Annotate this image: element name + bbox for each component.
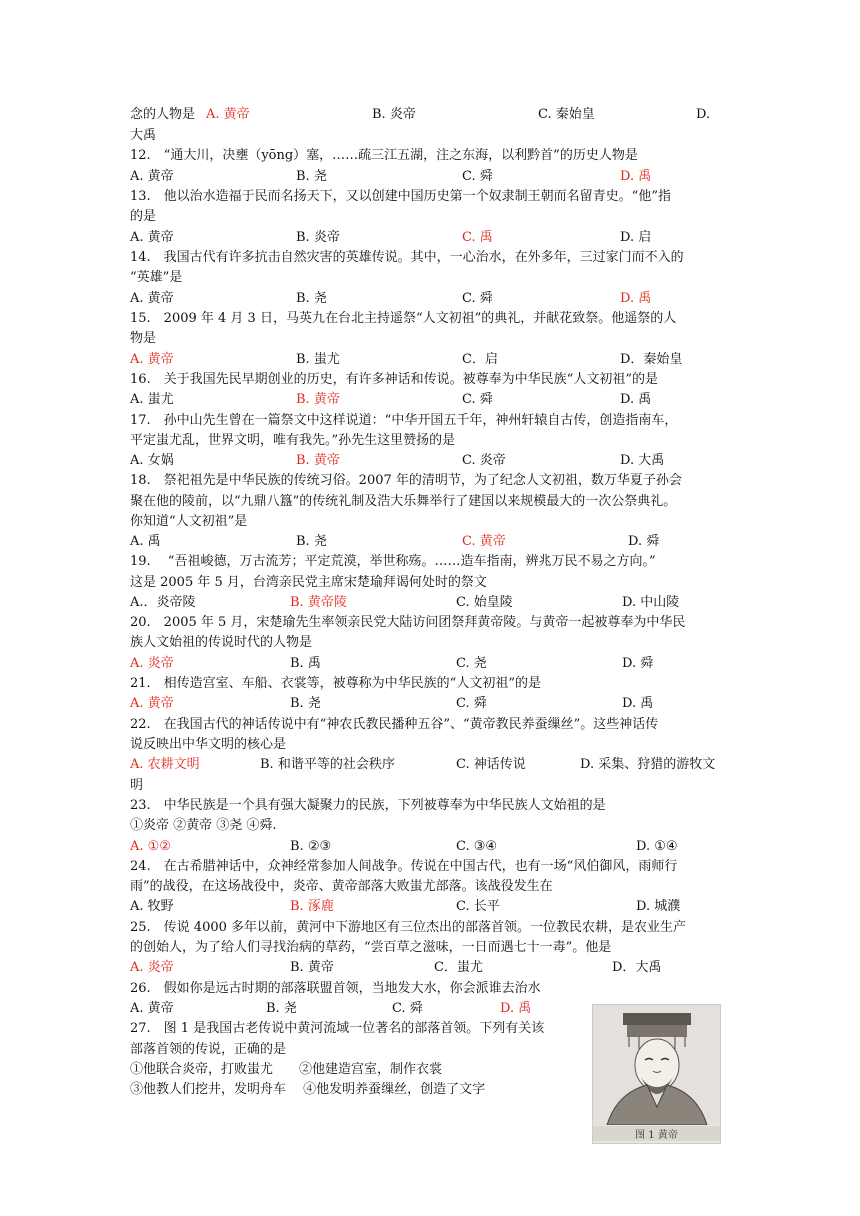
option-c: C．启 (462, 352, 498, 367)
question-23: 23. 中华民族是一个具有强大凝聚力的民族，下列被尊奉为中华民族人文始祖的是 (130, 798, 606, 813)
option-a: A. 牧野 (130, 899, 174, 914)
option-d: D. 启 (620, 230, 652, 245)
option-c: C. 舜 (462, 169, 493, 184)
option-c: C. ③④ (456, 839, 498, 854)
question-27-items: ③他教人们挖井，发明舟车 ④他发明养蚕缫丝，创造了文字 (130, 1082, 486, 1097)
option-d: D. 舜 (622, 656, 654, 671)
option-c: C. 始皇陵 (456, 595, 513, 610)
question-14: 14. 我国古代有许多抗击自然灾害的英雄传说。其中，一心治水，在外多年，三过家门而不入的 (130, 250, 684, 265)
option-a-answer: A. 农耕文明 (130, 757, 200, 772)
question-14-cont: “英雄”是 (130, 270, 183, 285)
option-c: C．蚩尤 (434, 960, 483, 975)
question-12: 12. “通大川，决壅（yōng）塞，……疏三江五湖，注之东海，以利黔首”的历史人物是 (130, 148, 638, 163)
emperor-portrait-icon (593, 1005, 720, 1125)
option-c: C. 秦始皇 (538, 107, 595, 122)
option-a-answer: A. 黄帝 (130, 696, 174, 711)
option-d: D. ①④ (636, 839, 678, 854)
question-17: 17. 孙中山先生曾在一篇祭文中这样说道：“中华开国五千年，神州轩辕自古传，创造指南车， (130, 413, 678, 428)
option-b: B. 尧 (296, 534, 327, 549)
option-d: D. 大禹 (620, 453, 665, 468)
option-d-answer: D. 禹 (620, 169, 652, 184)
option-d: D. (696, 107, 711, 122)
question-15-cont: 物是 (130, 331, 157, 346)
question-13: 13. 他以治水造福于民而名扬天下，又以创建中国历史第一个奴隶制王朝而名留青史。“他”指 (130, 189, 671, 204)
option-a-answer: A. 黄帝 (130, 352, 174, 367)
option-c: C. 神话传说 (456, 757, 526, 772)
option-a: A. 黄帝 (130, 1001, 174, 1016)
option-d: D. 城濮 (636, 899, 681, 914)
option-c-answer: C. 黄帝 (462, 534, 506, 549)
question-27-items: ①他联合炎帝，打败蚩尤 ②他建造宫室，制作衣裳 (130, 1062, 443, 1077)
option-d-answer: D. 禹 (620, 291, 652, 306)
option-c: C. 炎帝 (462, 453, 506, 468)
option-d: D. 采集、狩猎的游牧文 (580, 757, 716, 772)
option-d: D．秦始皇 (620, 352, 683, 367)
question-24: 24. 在古希腊神话中，众神经常参加人间战争。传说在中国古代，也有一场“风伯御风，雨师行 (130, 859, 678, 874)
option-d: D. 禹 (620, 392, 652, 407)
question-20: 20. 2005 年 5 月，宋楚瑜先生率领亲民党大陆访问团祭拜黄帝陵。与黄帝一起被尊奉为中华民 (130, 615, 686, 630)
question-19-cont: 这是 2005 年 5 月，台湾亲民党主席宋楚瑜拜谒何处时的祭文 (130, 575, 487, 590)
option-c: C. 尧 (456, 656, 487, 671)
question-17-cont: 平定蚩尤乱，世界文明，唯有我先。”孙先生这里赞扬的是 (130, 433, 456, 448)
option-c: C. 舜 (462, 392, 493, 407)
option-b-answer: B. 涿鹿 (290, 899, 334, 914)
question-27: 27. 图 1 是我国古老传说中黄河流域一位著名的部落首领。下列有关该 (130, 1021, 545, 1036)
option-a: A. 禹 (130, 534, 161, 549)
option-c: C. 长平 (456, 899, 500, 914)
question-22: 22. 在我国古代的神话传说中有“神农氏教民播种五谷”、“黄帝教民养蚕缫丝”。这些神话传 (130, 717, 659, 732)
question-19: 19. “吾祖峻德，万古流芳；平定荒漠，举世称殇。……造车指南，辨兆万民不易之方向。” (130, 554, 656, 569)
option-a: A. 女娲 (130, 453, 174, 468)
option-d: D. 禹 (622, 696, 654, 711)
option-b-answer: B. 黄帝 (296, 453, 340, 468)
question-16: 16. 关于我国先民早期创业的历史，有许多神话和传说。被尊奉为中华民族“人文初祖”的是 (130, 372, 658, 387)
option-d-answer: D. 禹 (500, 1001, 532, 1016)
option-b-answer: B. 黄帝 (296, 392, 340, 407)
option-b: B. 尧 (290, 696, 321, 711)
option-b: B. 炎帝 (296, 230, 340, 245)
option-b: B. 尧 (296, 169, 327, 184)
option-a: A. 黄帝 (130, 291, 174, 306)
option-a-answer: A. 黄帝 (206, 107, 250, 122)
option-c: C. 舜 (456, 696, 487, 711)
option-b: B. 尧 (266, 1001, 297, 1016)
question-26: 26. 假如你是远古时期的部落联盟首领，当地发大水，你会派谁去治水 (130, 981, 541, 996)
question-13-cont: 的是 (130, 209, 157, 224)
option-a-answer: A. 炎帝 (130, 656, 174, 671)
huangdi-portrait-figure (592, 1004, 721, 1144)
question-25: 25. 传说 4000 多年以前，黄河中下游地区有三位杰出的部落首领。一位教民农耕，是农业生产 (130, 920, 687, 935)
question-24-cont: 雨”的战役，在这场战役中，炎帝、黄帝部落大败蚩尤部落。该战役发生在 (130, 879, 553, 894)
option-b: B. 蚩尤 (296, 352, 340, 367)
question-line: 大禹 (130, 128, 157, 143)
option-c-answer: C. 禹 (462, 230, 493, 245)
question-22-cont: 说反映出中华文明的核心是 (130, 737, 287, 752)
option-b: B. 和谐平等的社会秩序 (260, 757, 395, 772)
option-c: C. 舜 (392, 1001, 423, 1016)
question-18-cont: 聚在他的陵前，以“九鼎八簋”的传统礼制及浩大乐舞举行了建国以来规模最大的一次公祭典礼。 (130, 494, 677, 509)
option-d: D．大禹 (612, 960, 662, 975)
question-25-cont: 的创始人，为了给人们寻找治病的草药，“尝百草之滋味，一日而遇七十一毒”。他是 (130, 940, 612, 955)
question-27-cont: 部落首领的传说，正确的是 (130, 1042, 287, 1057)
option-c: C. 舜 (462, 291, 493, 306)
question-23-items: ①炎帝 ②黄帝 ③尧 ④舜. (130, 818, 277, 833)
option-a-answer: A. 炎帝 (130, 960, 174, 975)
option-a: A.．炎帝陵 (130, 595, 196, 610)
option-a: A. 黄帝 (130, 230, 174, 245)
option-d: D. 舜 (628, 534, 660, 549)
option-a: A. 蚩尤 (130, 392, 174, 407)
option-b: B. ②③ (290, 839, 332, 854)
option-b: B. 禹 (290, 656, 321, 671)
question-20-cont: 族人文始祖的传说时代的人物是 (130, 635, 313, 650)
question-15: 15. 2009 年 4 月 3 日，马英九在台北主持遥祭“人文初祖”的典礼，并献花致祭。他遥祭的人 (130, 311, 677, 326)
option-a-answer: A. ①② (130, 839, 171, 854)
question-22-cont: 明 (130, 778, 144, 793)
option-b: B. 黄帝 (290, 960, 334, 975)
option-b: B. 尧 (296, 291, 327, 306)
option-b: B. 炎帝 (372, 107, 416, 122)
question-21: 21. 相传造宫室、车船、衣裳等，被尊称为中华民族的“人文初祖”的是 (130, 676, 541, 691)
figure-caption: 图 1 黄帝 (593, 1126, 720, 1141)
question-18-cont: 你知道“人文初祖”是 (130, 514, 248, 529)
question-line-cont: 念的人物是 (130, 107, 196, 122)
question-18: 18. 祭祀祖先是中华民族的传统习俗。2007 年的清明节，为了纪念人文初祖，数万华夏子孙会 (130, 473, 682, 488)
option-d: D. 中山陵 (622, 595, 680, 610)
option-b-answer: B. 黄帝陵 (290, 595, 347, 610)
option-a: A. 黄帝 (130, 169, 174, 184)
